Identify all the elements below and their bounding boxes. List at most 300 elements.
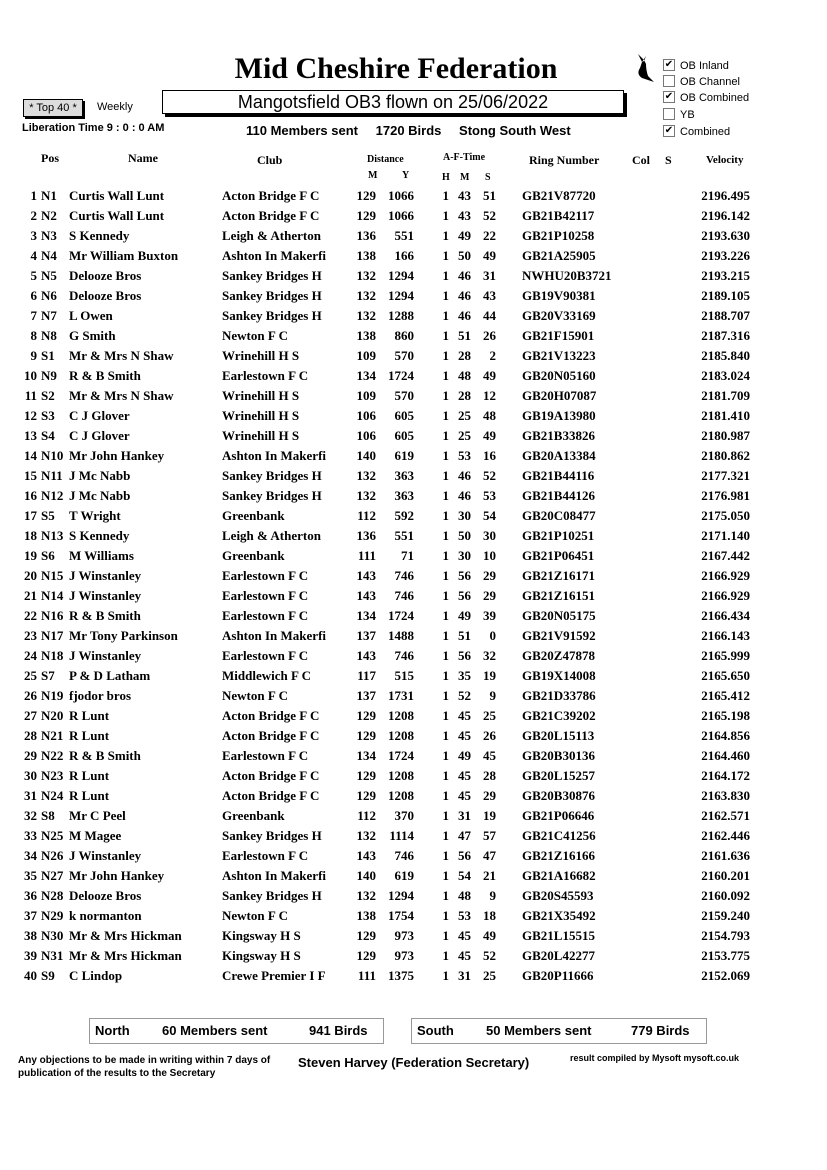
pos-number: 9: [30, 348, 37, 363]
checkbox-ob-channel[interactable]: [663, 76, 740, 88]
ring-number: GB19X14008: [522, 668, 596, 683]
table-row: [0, 628, 827, 648]
distance-yards: 1731: [388, 688, 414, 703]
velocity: 2196.495: [701, 188, 750, 203]
distance-miles: 129: [356, 948, 376, 963]
pos-number: 22: [24, 608, 37, 623]
fancier-name: Mr & Mrs Hickman: [69, 948, 182, 963]
distance-miles: 136: [356, 228, 376, 243]
header-sex: S: [665, 153, 672, 167]
fancier-name: M Magee: [69, 828, 122, 843]
distance-yards: 973: [394, 948, 414, 963]
time-seconds: 44: [483, 308, 496, 323]
ring-number: GB21V87720: [522, 188, 596, 203]
distance-miles: 132: [356, 488, 376, 503]
ring-number: GB20C08477: [522, 508, 596, 523]
distance-yards: 1375: [388, 968, 414, 983]
table-row: [0, 508, 827, 528]
time-hours: 1: [442, 548, 449, 563]
ring-number: GB20A13384: [522, 448, 596, 463]
time-hours: 1: [442, 628, 449, 643]
velocity: 2153.775: [701, 948, 750, 963]
pos-number: 11: [24, 388, 37, 403]
fancier-name: R Lunt: [69, 788, 110, 803]
velocity: 2180.987: [701, 428, 750, 443]
ring-number: GB20H07087: [522, 388, 597, 403]
time-seconds: 57: [483, 828, 496, 843]
fancier-name: Mr & Mrs Hickman: [69, 928, 182, 943]
pos-number: 39: [24, 948, 37, 963]
time-seconds: 22: [483, 228, 496, 243]
time-minutes: 56: [458, 588, 471, 603]
time-hours: 1: [442, 908, 449, 923]
ring-number: GB21F15901: [522, 328, 595, 343]
time-minutes: 51: [458, 328, 471, 343]
time-seconds: 16: [483, 448, 496, 463]
pos-number: 2: [30, 208, 37, 223]
checkbox-icon: ✔: [664, 91, 674, 103]
fancier-name: R & B Smith: [69, 368, 141, 383]
distance-yards: 1488: [388, 628, 414, 643]
table-row: [0, 868, 827, 888]
section-pos: N27: [41, 868, 64, 883]
time-minutes: 50: [458, 248, 471, 263]
ring-number: GB21B33826: [522, 428, 595, 443]
velocity: 2181.709: [701, 388, 750, 403]
time-seconds: 52: [483, 468, 496, 483]
time-seconds: 49: [483, 428, 496, 443]
ring-number: GB19V90381: [522, 288, 596, 303]
checkbox-ob-combined[interactable]: [663, 92, 749, 104]
distance-yards: 1294: [388, 288, 414, 303]
velocity: 2167.442: [701, 548, 750, 563]
pos-number: 37: [24, 908, 37, 923]
distance-miles: 111: [357, 968, 376, 983]
velocity: 2176.981: [701, 488, 750, 503]
time-minutes: 31: [458, 808, 471, 823]
time-hours: 1: [442, 968, 449, 983]
table-row: [0, 288, 827, 308]
time-seconds: 19: [483, 808, 496, 823]
time-minutes: 48: [458, 368, 471, 383]
time-hours: 1: [442, 828, 449, 843]
velocity: 2163.830: [701, 788, 750, 803]
velocity: 2165.999: [701, 648, 750, 663]
time-hours: 1: [442, 728, 449, 743]
velocity: 2187.316: [701, 328, 750, 343]
section-pos: S8: [41, 808, 55, 823]
pos-number: 28: [24, 728, 37, 743]
checkbox-icon: ✔: [664, 59, 674, 71]
time-minutes: 31: [458, 968, 471, 983]
section-pos: N5: [41, 268, 57, 283]
time-minutes: 35: [458, 668, 471, 683]
time-hours: 1: [442, 328, 449, 343]
checkbox-yb[interactable]: [663, 109, 695, 121]
fancier-name: R Lunt: [69, 768, 110, 783]
ring-number: GB21P10251: [522, 528, 595, 543]
time-seconds: 48: [483, 408, 496, 423]
distance-miles: 129: [356, 788, 376, 803]
ring-number: GB20S45593: [522, 888, 594, 903]
fancier-name: J Winstanley: [69, 568, 142, 583]
time-hours: 1: [442, 808, 449, 823]
distance-miles: 138: [356, 908, 376, 923]
distance-yards: 1724: [388, 368, 414, 383]
distance-yards: 619: [394, 448, 414, 463]
velocity: 2175.050: [701, 508, 750, 523]
ring-number: GB20N05175: [522, 608, 596, 623]
fancier-name: J Mc Nabb: [69, 468, 131, 483]
distance-yards: 1288: [388, 308, 414, 323]
south-birds: 779 Birds: [631, 1023, 690, 1038]
velocity: 2162.571: [701, 808, 750, 823]
fancier-name: Mr & Mrs N Shaw: [69, 388, 174, 403]
club-name: Newton F C: [222, 908, 288, 923]
distance-miles: 137: [356, 628, 376, 643]
time-hours: 1: [442, 768, 449, 783]
velocity: 2189.105: [701, 288, 750, 303]
time-seconds: 52: [483, 948, 496, 963]
fancier-name: R & B Smith: [69, 748, 141, 763]
pos-number: 8: [30, 328, 37, 343]
time-hours: 1: [442, 648, 449, 663]
distance-miles: 136: [356, 528, 376, 543]
distance-yards: 363: [394, 488, 414, 503]
distance-yards: 619: [394, 868, 414, 883]
distance-yards: 1208: [388, 788, 414, 803]
time-seconds: 49: [483, 928, 496, 943]
pos-number: 4: [30, 248, 37, 263]
pos-number: 7: [30, 308, 37, 323]
velocity: 2185.840: [701, 348, 750, 363]
pos-number: 6: [30, 288, 37, 303]
checkbox-label: Combined: [680, 126, 731, 138]
velocity: 2164.460: [701, 748, 750, 763]
pos-number: 13: [24, 428, 37, 443]
time-minutes: 45: [458, 708, 471, 723]
section-pos: N9: [41, 368, 57, 383]
time-seconds: 54: [483, 508, 496, 523]
distance-miles: 134: [356, 608, 376, 623]
velocity: 2171.140: [701, 528, 750, 543]
distance-yards: 605: [394, 408, 414, 423]
velocity: 2180.862: [701, 448, 750, 463]
distance-yards: 1294: [388, 888, 414, 903]
velocity: 2165.412: [701, 688, 750, 703]
distance-miles: 140: [356, 448, 376, 463]
time-seconds: 29: [483, 588, 496, 603]
club-name: Acton Bridge F C: [222, 788, 320, 803]
ring-number: GB20L42277: [522, 948, 595, 963]
velocity: 2162.446: [701, 828, 750, 843]
checkbox-icon: [663, 75, 675, 87]
time-hours: 1: [442, 748, 449, 763]
time-seconds: 26: [483, 328, 496, 343]
time-hours: 1: [442, 368, 449, 383]
table-row: [0, 968, 827, 988]
time-hours: 1: [442, 888, 449, 903]
time-seconds: 12: [483, 388, 496, 403]
fancier-name: R & B Smith: [69, 608, 141, 623]
ring-number: GB21Z16171: [522, 568, 595, 583]
checkbox-icon: [663, 108, 675, 120]
club-name: Sankey Bridges H: [222, 308, 322, 323]
table-row: [0, 548, 827, 568]
pos-number: 12: [24, 408, 37, 423]
time-seconds: 9: [489, 888, 496, 903]
checkbox-label: OB Channel: [680, 76, 740, 88]
velocity: 2188.707: [701, 308, 750, 323]
compiled-by: result compiled by Mysoft mysoft.co.uk: [570, 1053, 740, 1063]
club-name: Wrinehill H S: [222, 428, 300, 443]
south-summary: [411, 1018, 707, 1044]
time-minutes: 52: [458, 688, 471, 703]
time-hours: 1: [442, 288, 449, 303]
section-pos: N19: [41, 688, 64, 703]
table-row: [0, 348, 827, 368]
time-seconds: 49: [483, 368, 496, 383]
club-name: Earlestown F C: [222, 588, 309, 603]
time-hours: 1: [442, 448, 449, 463]
time-seconds: 18: [483, 908, 496, 923]
section-pos: N15: [41, 568, 64, 583]
distance-miles: 129: [356, 728, 376, 743]
distance-miles: 143: [356, 588, 376, 603]
ring-number: GB20Z47878: [522, 648, 595, 663]
time-minutes: 45: [458, 768, 471, 783]
distance-miles: 106: [356, 428, 376, 443]
table-row: [0, 588, 827, 608]
distance-yards: 1754: [388, 908, 414, 923]
time-seconds: 53: [483, 488, 496, 503]
distance-miles: 143: [356, 848, 376, 863]
table-row: [0, 328, 827, 348]
time-seconds: 9: [489, 688, 496, 703]
distance-miles: 129: [356, 928, 376, 943]
section-pos: N29: [41, 908, 64, 923]
time-hours: 1: [442, 468, 449, 483]
south-label: South: [417, 1023, 454, 1038]
checkbox-combined[interactable]: [663, 126, 730, 138]
members-sent: 110 Members sent: [246, 123, 359, 138]
velocity: 2154.793: [701, 928, 750, 943]
time-minutes: 46: [458, 308, 471, 323]
time-hours: 1: [442, 668, 449, 683]
table-row: [0, 708, 827, 728]
time-seconds: 25: [483, 708, 496, 723]
table-row: [0, 248, 827, 268]
ring-number: GB20V33169: [522, 308, 596, 323]
pos-number: 14: [24, 448, 37, 463]
velocity: 2165.198: [701, 708, 750, 723]
distance-miles: 109: [356, 388, 376, 403]
ring-number: GB21B44126: [522, 488, 595, 503]
table-row: [0, 788, 827, 808]
fancier-name: S Kennedy: [69, 228, 130, 243]
pos-number: 25: [24, 668, 37, 683]
velocity: 2160.201: [701, 868, 750, 883]
time-seconds: 0: [489, 628, 496, 643]
header-club: Club: [257, 153, 283, 167]
club-name: Wrinehill H S: [222, 408, 300, 423]
table-row: [0, 368, 827, 388]
club-name: Sankey Bridges H: [222, 288, 322, 303]
ring-number: GB21C41256: [522, 828, 596, 843]
distance-miles: 134: [356, 748, 376, 763]
section-pos: N20: [41, 708, 64, 723]
section-pos: S1: [41, 348, 55, 363]
club-name: Kingsway H S: [222, 948, 301, 963]
distance-yards: 1066: [388, 188, 414, 203]
page-title: Mid Cheshire Federation: [234, 52, 558, 85]
club-name: Crewe Premier I F: [222, 968, 326, 983]
velocity: 2193.226: [701, 248, 750, 263]
table-row: [0, 408, 827, 428]
distance-yards: 1208: [388, 728, 414, 743]
section-pos: S2: [41, 388, 55, 403]
fancier-name: Delooze Bros: [69, 888, 142, 903]
distance-miles: 143: [356, 648, 376, 663]
section-pos: N23: [41, 768, 64, 783]
distance-miles: 132: [356, 888, 376, 903]
time-seconds: 39: [483, 608, 496, 623]
pos-number: 35: [24, 868, 37, 883]
header-hours: H: [442, 172, 450, 183]
time-seconds: 31: [483, 268, 496, 283]
table-row: [0, 848, 827, 868]
distance-miles: 132: [356, 468, 376, 483]
distance-miles: 109: [356, 348, 376, 363]
ring-number: GB21A16682: [522, 868, 596, 883]
distance-miles: 143: [356, 568, 376, 583]
header-velocity: Velocity: [706, 154, 744, 166]
pos-number: 26: [24, 688, 37, 703]
secretary-name: Steven Harvey (Federation Secretary): [298, 1055, 530, 1070]
distance-yards: 370: [394, 808, 414, 823]
club-name: Sankey Bridges H: [222, 268, 322, 283]
section-pos: N22: [41, 748, 64, 763]
distance-yards: 1208: [388, 708, 414, 723]
section-pos: N1: [41, 188, 57, 203]
time-seconds: 2: [489, 348, 496, 363]
time-minutes: 45: [458, 728, 471, 743]
time-seconds: 29: [483, 788, 496, 803]
ring-number: GB21B42117: [522, 208, 595, 223]
distance-yards: 1066: [388, 208, 414, 223]
table-row: [0, 488, 827, 508]
pos-number: 27: [24, 708, 37, 723]
time-seconds: 45: [483, 748, 496, 763]
section-pos: S5: [41, 508, 55, 523]
fancier-name: J Mc Nabb: [69, 488, 131, 503]
ring-number: GB21P10258: [522, 228, 595, 243]
distance-yards: 860: [394, 328, 414, 343]
header-pos: Pos: [41, 151, 59, 165]
birds-sent: 1720 Birds: [375, 123, 442, 138]
checkbox-label: OB Inland: [680, 60, 729, 72]
distance-miles: 137: [356, 688, 376, 703]
club-name: Acton Bridge F C: [222, 208, 320, 223]
table-row: [0, 948, 827, 968]
club-name: Newton F C: [222, 688, 288, 703]
header-yards: Y: [402, 170, 410, 181]
time-minutes: 47: [458, 828, 471, 843]
club-name: Earlestown F C: [222, 848, 309, 863]
time-seconds: 43: [483, 288, 496, 303]
velocity: 2152.069: [701, 968, 750, 983]
ring-number: GB20L15113: [522, 728, 595, 743]
distance-yards: 746: [394, 588, 414, 603]
section-pos: N24: [41, 788, 64, 803]
distance-miles: 117: [357, 668, 376, 683]
time-hours: 1: [442, 508, 449, 523]
header-aftime: A-F-Time: [443, 152, 486, 163]
pos-number: 31: [24, 788, 37, 803]
time-seconds: 28: [483, 768, 496, 783]
table-row: [0, 448, 827, 468]
distance-yards: 570: [394, 388, 414, 403]
checkbox-ob-inland[interactable]: [663, 60, 729, 72]
fancier-name: P & D Latham: [69, 668, 151, 683]
table-row: [0, 568, 827, 588]
section-pos: N3: [41, 228, 57, 243]
fancier-name: L Owen: [69, 308, 113, 323]
velocity: 2164.856: [701, 728, 750, 743]
club-name: Ashton In Makerfi: [222, 868, 327, 883]
section-pos: N2: [41, 208, 57, 223]
ring-number: GB19A13980: [522, 408, 596, 423]
time-seconds: 25: [483, 968, 496, 983]
time-minutes: 30: [458, 548, 471, 563]
club-name: Kingsway H S: [222, 928, 301, 943]
time-seconds: 49: [483, 248, 496, 263]
time-minutes: 50: [458, 528, 471, 543]
checkbox-label: YB: [680, 109, 695, 121]
table-row: [0, 648, 827, 668]
time-hours: 1: [442, 228, 449, 243]
ring-number: GB20L15257: [522, 768, 595, 783]
club-name: Acton Bridge F C: [222, 728, 320, 743]
club-name: Earlestown F C: [222, 648, 309, 663]
time-seconds: 52: [483, 208, 496, 223]
fancier-name: Delooze Bros: [69, 268, 142, 283]
distance-miles: 138: [356, 248, 376, 263]
time-minutes: 54: [458, 868, 471, 883]
fancier-name: R Lunt: [69, 728, 110, 743]
time-seconds: 10: [483, 548, 496, 563]
pos-number: 33: [24, 828, 37, 843]
pos-number: 32: [24, 808, 37, 823]
club-name: Earlestown F C: [222, 608, 309, 623]
fancier-name: C J Glover: [69, 428, 130, 443]
liberation-time: Liberation Time 9 : 0 : 0 AM: [22, 122, 165, 134]
time-minutes: 48: [458, 888, 471, 903]
table-row: [0, 528, 827, 548]
fancier-name: Mr & Mrs N Shaw: [69, 348, 174, 363]
time-seconds: 30: [483, 528, 496, 543]
distance-yards: 746: [394, 648, 414, 663]
section-pos: N25: [41, 828, 64, 843]
pos-number: 34: [24, 848, 37, 863]
distance-yards: 1724: [388, 748, 414, 763]
club-name: Sankey Bridges H: [222, 888, 322, 903]
distance-yards: 973: [394, 928, 414, 943]
table-row: [0, 808, 827, 828]
fancier-name: J Winstanley: [69, 648, 142, 663]
distance-miles: 106: [356, 408, 376, 423]
pos-number: 18: [24, 528, 37, 543]
